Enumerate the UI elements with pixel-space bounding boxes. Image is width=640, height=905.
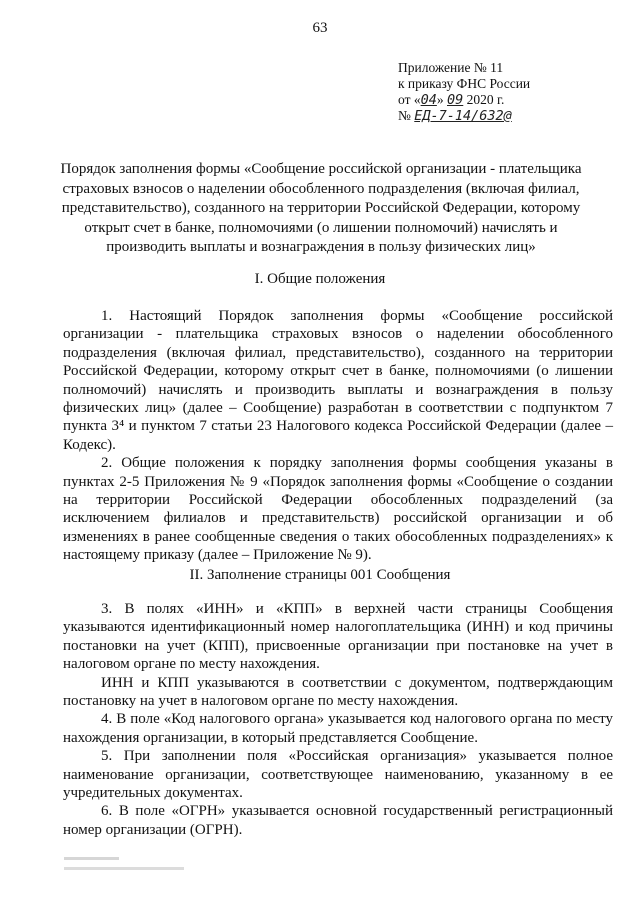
section-2-body [63, 600, 613, 839]
paragraph-2: 2. Общие положения к порядку заполнения формы сообщения указаны в пунктах 2-5 Приложения № 9 «Порядок заполнения формы «Сообщение о создании на территории Российской Федерации обособленных подразделений (за исключением филиалов и представительств) российской организации и об изменениях в ранее сообщенные сведения о таких обособленных подразделениях» к настоящему приказу (далее – Приложение № 9). [63, 455, 613, 564]
paragraph-3-continued: ИНН и КПП указываются в соответствии с документом, подтверждающим постановку на учет в налоговом органе по месту нахождения. [63, 674, 613, 710]
section-2-heading: II. Заполнение страницы 001 Сообщения [189, 567, 451, 583]
appendix-line-2: к приказу ФНС России [398, 76, 531, 91]
paragraph-6: 6. В поле «ОГРН» указывается основной государственный регистрационный номер организации (ОГРН). [63, 803, 613, 838]
appendix-number-line [398, 108, 613, 124]
appendix-block [398, 60, 613, 124]
date-day: 04 [420, 92, 437, 108]
date-year: 2020 г. [463, 92, 505, 107]
number-prefix: № [398, 108, 415, 123]
page-number: 63 [312, 20, 328, 36]
paragraph-3: 3. В полях «ИНН» и «КПП» в верхней части страницы Сообщения указываются идентификационный номер налогоплательщика (ИНН) и код причины постановки на учет (КПП), присвоенные организации при постановке на учет в налоговом органе по месту нахождения. [63, 601, 613, 673]
date-prefix: от « [398, 92, 421, 107]
document-title: Порядок заполнения формы «Сообщение российской организации - плательщика страховых взносов о наделении обособленного подразделения (включая филиал, представительство), созданного на территории Российской Федерации, которому открыт счет в банке, полномочиями (о лишении полномочий) начислять и производить выплаты и вознаграждения в пользу физических лиц» [60, 161, 582, 255]
date-month: 09 [447, 92, 464, 108]
faint-stamp-graphic [64, 855, 194, 877]
order-number: ЕД-7-14/632@ [414, 108, 512, 124]
paragraph-1: 1. Настоящий Порядок заполнения формы «Сообщение российской организации - плательщика страховых взносов о наделении обособленного подразделения (включая филиал, представительство), созданного на территории Российской Федерации, которому открыт счет в банке, полномочиями (о лишении полномочий) начислять и производить выплаты и вознаграждения в пользу физических лиц» (далее – Сообщение) разработан в соответствии с подпунктом 7 пункта 3⁴ и пунктом 7 статьи 23 Налогового кодекса Российской Федерации (далее – Кодекс). [63, 308, 613, 453]
section-1-body [63, 307, 613, 565]
appendix-date-line [398, 92, 613, 108]
section-1-heading: I. Общие положения [254, 271, 386, 287]
appendix-line-1: Приложение № 11 [398, 60, 504, 75]
paragraph-5: 5. При заполнении поля «Российская организация» указывается полное наименование организации, соответствующее наименованию, указанному в ее учредительных документах. [63, 748, 613, 802]
faint-stamp-mark [64, 855, 194, 880]
date-mid: » [436, 92, 447, 107]
paragraph-4: 4. В поле «Код налогового органа» указывается код налогового органа по месту нахождения организации, в который представляется Сообщение. [63, 711, 613, 746]
